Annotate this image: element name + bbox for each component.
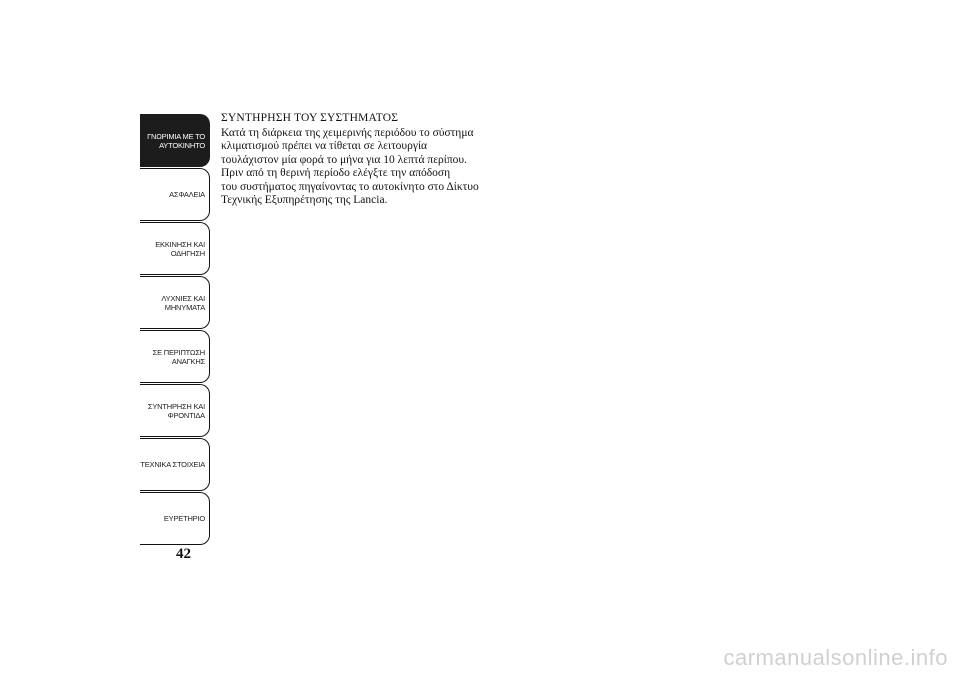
tab-index[interactable]: ΕΥΡΕΤΗΡΙΟ <box>140 492 210 545</box>
section-heading: ΣΥΝΤΗΡΗΣΗ ΤΟΥ ΣΥΣΤΗΜΑΤΟΣ <box>221 112 399 124</box>
tab-maintenance[interactable]: ΣΥΝΤΗΡΗΣΗ ΚΑΙ ΦΡΟΝΤΙΔΑ <box>140 384 210 437</box>
body-text-line: κλιματισμού πρέπει να τίθεται σε λειτουργία <box>221 140 428 153</box>
tab-emergency[interactable]: ΣΕ ΠΕΡΙΠΤΩΣΗ ΑΝΑΓΚΗΣ <box>140 330 210 383</box>
tab-technical-data[interactable]: ΤΕΧΝΙΚΑ ΣΤΟΙΧΕΙΑ <box>140 438 210 491</box>
tab-warning-lights[interactable]: ΛΥΧΝΙΕΣ ΚΑΙ ΜΗΝΥΜΑΤΑ <box>140 276 210 329</box>
body-text-line: του συστήματος πηγαίνοντας το αυτοκίνητο στο Δίκτυο <box>221 180 479 193</box>
body-text-line: Πριν από τη θερινή περίοδο ελέγξτε την απόδοση <box>221 167 451 180</box>
watermark: carmanualsonline.info <box>723 645 948 670</box>
page-number: 42 <box>176 546 191 562</box>
body-text-line: τουλάχιστον μία φορά το μήνα για 10 λεπτά περίπου. <box>221 153 467 166</box>
tab-safety[interactable]: ΑΣΦΑΛΕΙΑ <box>140 168 210 221</box>
tab-starting-driving[interactable]: ΕΚΚΙΝΗΣΗ ΚΑΙ ΟΔΗΓΗΣΗ <box>140 222 210 275</box>
main-content <box>221 112 511 207</box>
body-text-line: Τεχνικής Εξυπηρέτησης της Lancia. <box>221 194 388 207</box>
body-text-line: Κατά τη διάρκεια της χειμερινής περιόδου το σύστημα <box>221 127 474 139</box>
tab-getting-to-know-car[interactable]: ΓΝΩΡΙΜΙΑ ΜΕ ΤΟ ΑΥΤΟΚΙΝΗΤΟ <box>140 114 210 167</box>
